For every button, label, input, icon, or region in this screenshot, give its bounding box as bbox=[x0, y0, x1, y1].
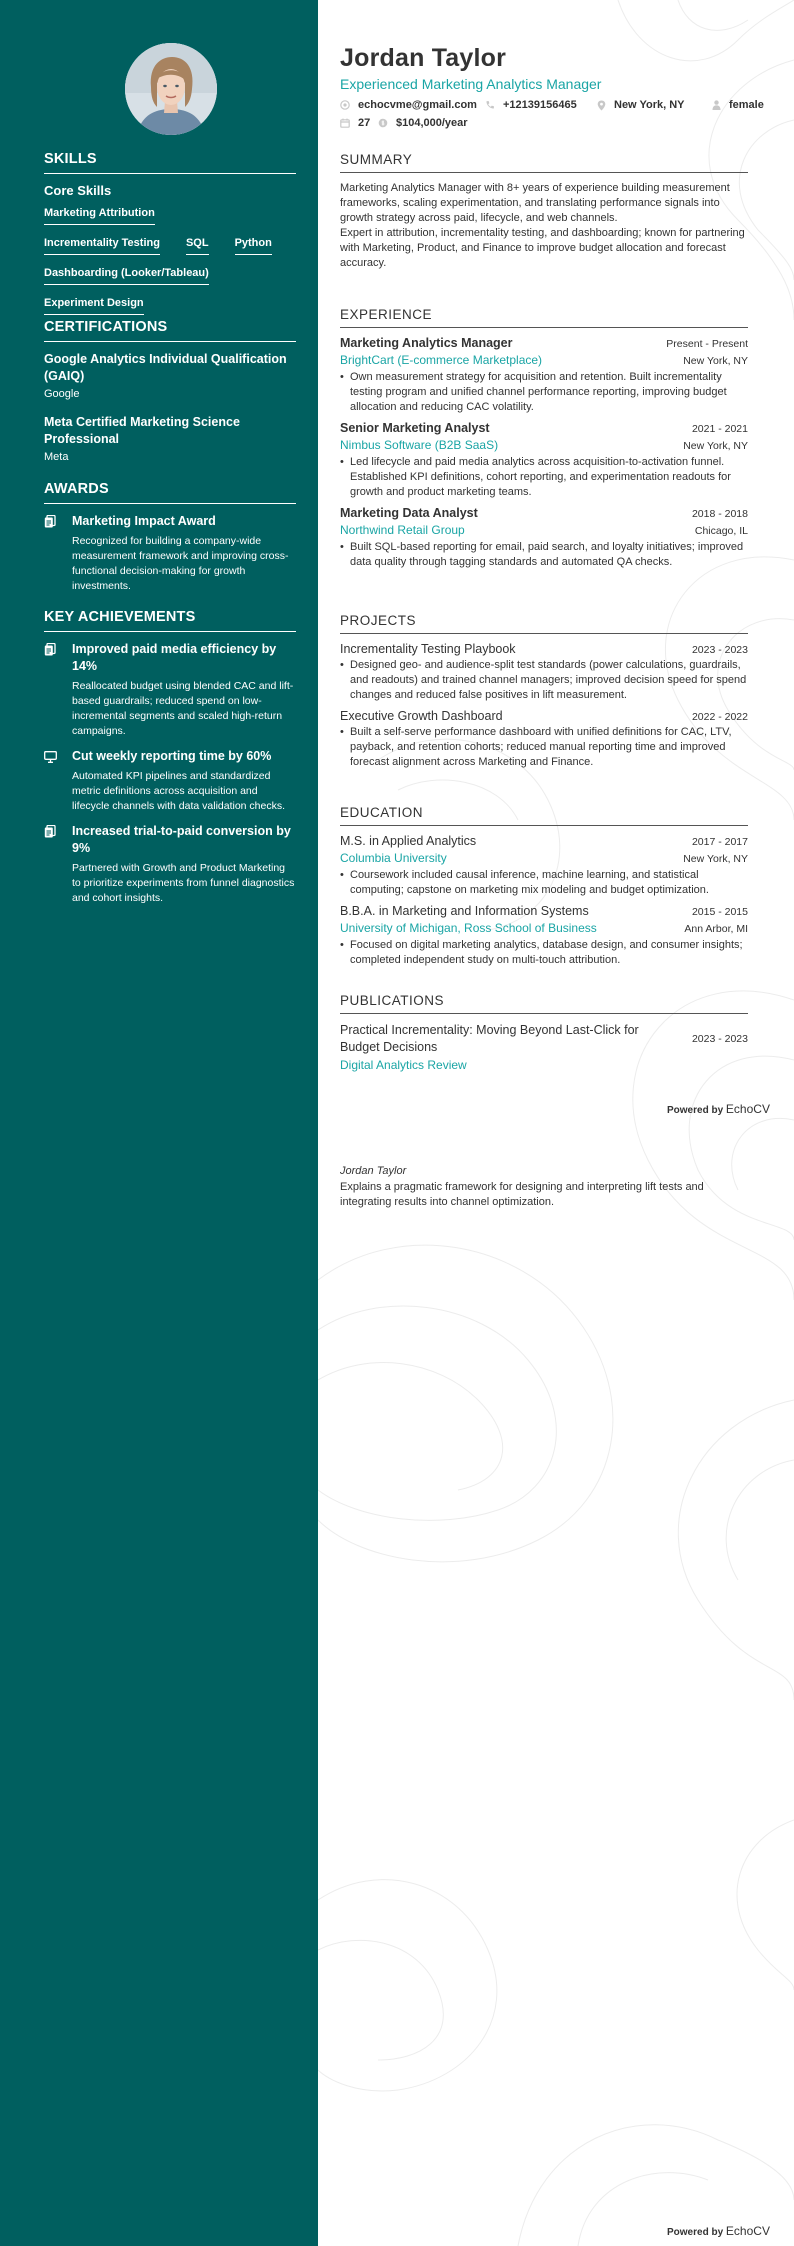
person-icon bbox=[712, 100, 721, 110]
age-text: 27 bbox=[358, 117, 371, 129]
education-title: EDUCATION bbox=[340, 805, 748, 826]
project-item bbox=[340, 642, 748, 703]
document-icon bbox=[44, 513, 72, 594]
company-name: Nimbus Software (B2B SaaS) bbox=[340, 438, 499, 452]
job-title: Marketing Data Analyst bbox=[340, 506, 478, 520]
school-location: Ann Arbor, MI bbox=[684, 923, 748, 935]
education-item bbox=[340, 834, 748, 898]
job-bullet: • Led lifecycle and paid media analytics across acquisition-to-activation funnel. Established KPI definitions, cohort reporting, and experimentation readouts for growth and product marketing teams. bbox=[340, 455, 748, 500]
publication-date: 2023 - 2023 bbox=[691, 1033, 748, 1045]
cert-org: Google bbox=[44, 388, 80, 400]
degree-title: B.B.A. in Marketing and Information Systems bbox=[340, 904, 589, 918]
publication-title: Practical Incrementality: Moving Beyond Last-Click for Budget Decisions bbox=[340, 1023, 639, 1054]
summary-paragraph: Expert in attribution, incrementality testing, and dashboarding; known for partnering with Marketing, Product, and Finance to improve budget allocation and forecast accuracy. bbox=[340, 227, 745, 269]
education-date: 2017 - 2017 bbox=[691, 836, 748, 848]
education-section bbox=[340, 805, 748, 968]
salary-text: $104,000/year bbox=[396, 117, 468, 129]
skill-tag: Experiment Design bbox=[44, 294, 144, 315]
job-date: 2018 - 2018 bbox=[691, 508, 748, 520]
project-item bbox=[340, 709, 748, 770]
experience-item bbox=[340, 336, 748, 415]
job-location: New York, NY bbox=[683, 355, 748, 367]
skill-tag: Marketing Attribution bbox=[44, 204, 155, 225]
document-icon bbox=[44, 823, 72, 906]
document-icon bbox=[44, 641, 72, 739]
award-title: Marketing Impact Award bbox=[72, 514, 216, 528]
project-title: Incrementality Testing Playbook bbox=[340, 642, 516, 656]
achievement-item bbox=[44, 748, 296, 814]
cert-org: Meta bbox=[44, 451, 69, 463]
company-name: Northwind Retail Group bbox=[340, 523, 465, 537]
education-date: 2015 - 2015 bbox=[691, 906, 748, 918]
powered-by-bottom bbox=[667, 2224, 770, 2238]
degree-title: M.S. in Applied Analytics bbox=[340, 834, 477, 848]
project-bullet: • Designed geo- and audience-split test standards (power calculations, guardrails, and readouts) and trained channel managers; improved decision speed for spend changes and reduced false positives in lift measurement. bbox=[340, 658, 748, 703]
skill-tag: Dashboarding (Looker/Tableau) bbox=[44, 264, 209, 285]
skills-section bbox=[44, 151, 296, 324]
candidate-name: Jordan Taylor bbox=[340, 44, 507, 72]
achievements-section bbox=[44, 609, 296, 915]
cert-name: Google Analytics Individual Qualification (GAIQ) bbox=[44, 352, 287, 383]
projects-title: PROJECTS bbox=[340, 613, 748, 634]
certifications-section bbox=[44, 319, 296, 477]
summary-paragraph: Marketing Analytics Manager with 8+ years of experience building measurement frameworks, scaling experimentation, and translating performance signals into growth strategy across paid, lifecycle, and web channels. bbox=[340, 182, 730, 224]
contact-age bbox=[340, 117, 370, 129]
experience-item bbox=[340, 421, 748, 500]
achievement-item bbox=[44, 641, 296, 739]
sidebar bbox=[0, 0, 318, 2246]
powered-by-top bbox=[667, 1102, 770, 1116]
avatar bbox=[125, 43, 217, 135]
publication-publisher: Digital Analytics Review bbox=[340, 1058, 467, 1072]
achievements-title: KEY ACHIEVEMENTS bbox=[44, 609, 296, 632]
gender-text: female bbox=[729, 99, 764, 111]
school-name: University of Michigan, Ross School of Business bbox=[340, 921, 597, 935]
contact-location bbox=[597, 99, 685, 111]
publications-title: PUBLICATIONS bbox=[340, 993, 748, 1014]
job-date: Present - Present bbox=[666, 338, 748, 350]
achievement-desc: Automated KPI pipelines and standardized metric definitions across acquisition and lifecycle channels with data validation checks. bbox=[72, 770, 286, 812]
project-date: 2022 - 2022 bbox=[691, 711, 748, 723]
awards-section bbox=[44, 481, 296, 603]
projects-section bbox=[340, 613, 748, 770]
powered-label: Powered by bbox=[667, 1105, 724, 1116]
calendar-icon bbox=[340, 118, 350, 128]
summary-section bbox=[340, 152, 748, 271]
contact-salary bbox=[378, 117, 468, 129]
phone-text: +12139156465 bbox=[503, 99, 577, 111]
school-location: New York, NY bbox=[683, 853, 748, 865]
publication-description: Explains a pragmatic framework for designing and interpreting lift tests and integrating results into channel optimization. bbox=[340, 1181, 704, 1208]
candidate-role: Experienced Marketing Analytics Manager bbox=[340, 76, 602, 92]
skill-tag: Incrementality Testing bbox=[44, 234, 160, 255]
publication-detail bbox=[340, 1165, 748, 1210]
experience-section bbox=[340, 307, 748, 570]
location-pin-icon bbox=[597, 100, 606, 111]
achievement-title: Improved paid media efficiency by 14% bbox=[72, 642, 277, 673]
publication-author: Jordan Taylor bbox=[340, 1165, 407, 1177]
contact-email bbox=[340, 99, 477, 111]
location-text: New York, NY bbox=[614, 99, 685, 111]
email-text: echocvme@gmail.com bbox=[358, 99, 477, 111]
job-title: Marketing Analytics Manager bbox=[340, 336, 513, 350]
monitor-icon bbox=[44, 748, 72, 814]
job-bullet: • Built SQL-based reporting for email, paid search, and loyalty initiatives; improved data quality through tagging standards and automated QA checks. bbox=[340, 540, 748, 570]
award-desc: Recognized for building a company-wide measurement framework and improving cross-functional decision-making for growth investments. bbox=[72, 535, 289, 592]
awards-title: AWARDS bbox=[44, 481, 296, 504]
contact-gender bbox=[712, 99, 764, 111]
education-item bbox=[340, 904, 748, 968]
achievement-item bbox=[44, 823, 296, 906]
award-item bbox=[44, 513, 296, 594]
school-name: Columbia University bbox=[340, 851, 447, 865]
brand-name: EchoCV bbox=[725, 1102, 770, 1116]
phone-icon bbox=[485, 100, 495, 110]
achievement-title: Cut weekly reporting time by 60% bbox=[72, 749, 272, 763]
project-bullet: • Built a self-serve performance dashboard with unified definitions for CAC, LTV, payback, and retention cohorts; reduced manual reporting time and improved forecast alignment across Marketing and Finance. bbox=[340, 725, 748, 770]
brand-name: EchoCV bbox=[725, 2224, 770, 2238]
achievement-desc: Partnered with Growth and Product Marketing to prioritize experiments from funnel diagnostics and cohort insights. bbox=[72, 862, 295, 904]
education-bullet: • Focused on digital marketing analytics, database design, and consumer insights; completed independent study on multi-touch attribution. bbox=[340, 938, 748, 968]
education-bullet: • Coursework included causal inference, machine learning, and statistical computing; capstone on marketing mix modeling and budget optimization. bbox=[340, 868, 748, 898]
skill-tag: Python bbox=[235, 234, 272, 255]
project-date: 2023 - 2023 bbox=[691, 644, 748, 656]
publications-section bbox=[340, 993, 748, 1072]
job-date: 2021 - 2021 bbox=[691, 423, 748, 435]
skill-tag: SQL bbox=[186, 234, 209, 255]
job-bullet: • Own measurement strategy for acquisition and retention. Built incrementality testing program and unified channel performance reporting, improving budget allocation and reducing CAC volatility. bbox=[340, 370, 748, 415]
job-location: New York, NY bbox=[683, 440, 748, 452]
job-title: Senior Marketing Analyst bbox=[340, 421, 490, 435]
skills-title: SKILLS bbox=[44, 151, 296, 174]
certifications-title: CERTIFICATIONS bbox=[44, 319, 296, 342]
skills-subtitle: Core Skills bbox=[44, 183, 112, 198]
experience-title: EXPERIENCE bbox=[340, 307, 748, 328]
powered-label: Powered by bbox=[667, 2227, 724, 2238]
main-content bbox=[318, 0, 794, 2246]
project-title: Executive Growth Dashboard bbox=[340, 709, 503, 723]
at-icon bbox=[340, 100, 350, 110]
coin-icon bbox=[378, 118, 388, 128]
job-location: Chicago, IL bbox=[694, 525, 748, 537]
cert-name: Meta Certified Marketing Science Professional bbox=[44, 415, 240, 446]
publication-item bbox=[340, 1022, 748, 1072]
achievement-desc: Reallocated budget using blended CAC and lift-based guardrails; reduced spend on low-incremental segments and scaled high-return campaigns. bbox=[72, 680, 294, 737]
achievement-title: Increased trial-to-paid conversion by 9% bbox=[72, 824, 291, 855]
summary-title: SUMMARY bbox=[340, 152, 748, 173]
company-name: BrightCart (E-commerce Marketplace) bbox=[340, 353, 543, 367]
experience-item bbox=[340, 506, 748, 570]
contact-phone bbox=[485, 99, 577, 111]
